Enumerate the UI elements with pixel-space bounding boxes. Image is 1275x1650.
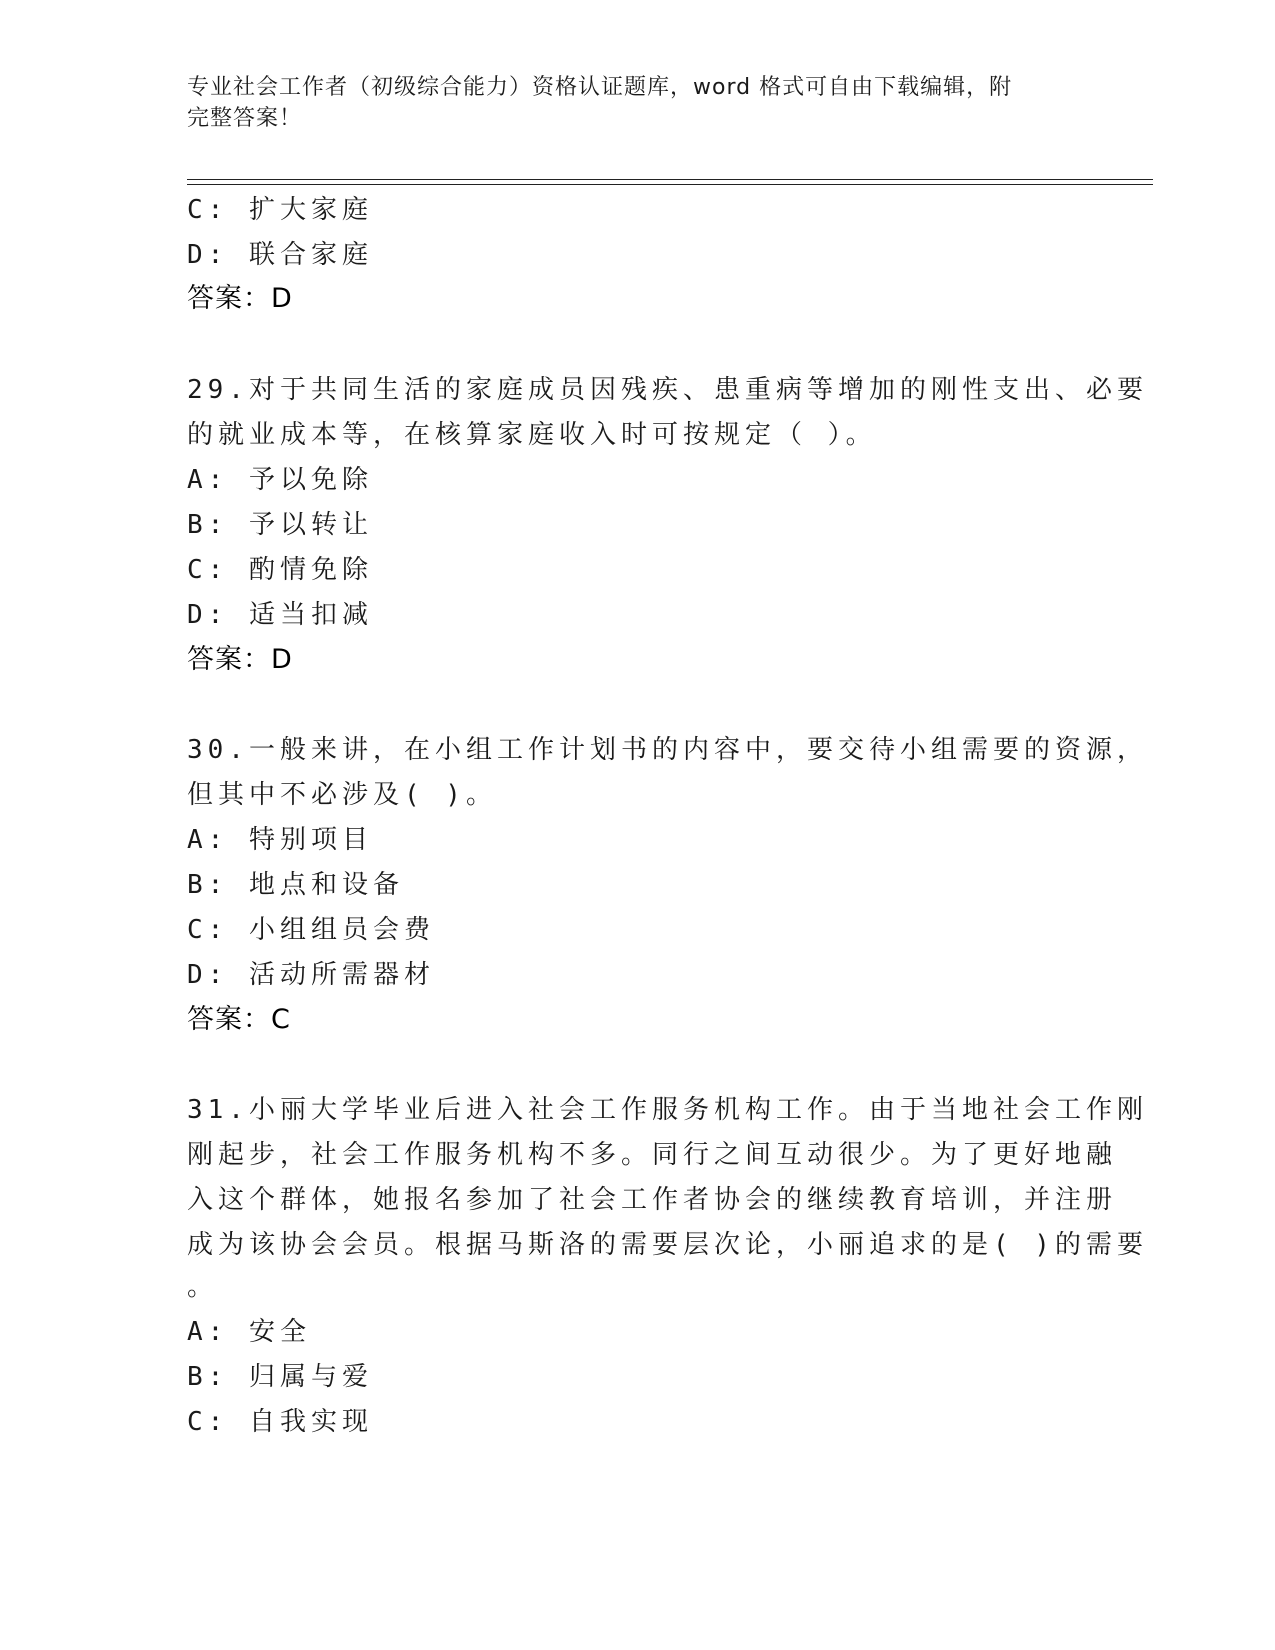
q29-option-c: C: 酌情免除 bbox=[187, 555, 373, 585]
q28-answer: 答案：D bbox=[187, 283, 293, 314]
q31-stem-line-5: 。 bbox=[187, 1272, 219, 1302]
header-line-2: 完整答案！ bbox=[187, 106, 303, 131]
q29-option-a: A: 予以免除 bbox=[187, 465, 373, 495]
q30-option-a: A: 特别项目 bbox=[187, 825, 373, 855]
q31-stem-line-1: 31.小丽大学毕业后进入社会工作服务机构工作。由于当地社会工作刚 bbox=[187, 1095, 1148, 1125]
q31-option-a: A: 安全 bbox=[187, 1317, 311, 1347]
q29-option-b: B: 予以转让 bbox=[187, 510, 373, 540]
q30-option-c: C: 小组组员会费 bbox=[187, 915, 435, 945]
q30-option-b: B: 地点和设备 bbox=[187, 870, 404, 900]
q28-option-d: D: 联合家庭 bbox=[187, 240, 373, 270]
q30-stem-line-1: 30.一般来讲，在小组工作计划书的内容中，要交待小组需要的资源， bbox=[187, 735, 1148, 765]
q31-stem-line-4: 成为该协会会员。根据马斯洛的需要层次论，小丽追求的是( )的需要 bbox=[187, 1230, 1148, 1260]
q29-answer: 答案：D bbox=[187, 644, 293, 675]
header-rule-top bbox=[187, 179, 1153, 180]
q29-stem-line-2: 的就业成本等，在核算家庭收入时可按规定（ ）。 bbox=[187, 420, 877, 450]
q30-stem-line-2: 但其中不必涉及( )。 bbox=[187, 780, 497, 810]
header-rule-bottom bbox=[187, 184, 1153, 185]
q31-option-b: B: 归属与爱 bbox=[187, 1362, 373, 1392]
q29-option-d: D: 适当扣减 bbox=[187, 600, 373, 630]
q31-stem-line-2: 刚起步，社会工作服务机构不多。同行之间互动很少。为了更好地融 bbox=[187, 1140, 1118, 1170]
q31-option-c: C: 自我实现 bbox=[187, 1407, 373, 1437]
q28-option-c: C: 扩大家庭 bbox=[187, 195, 373, 225]
q30-option-d: D: 活动所需器材 bbox=[187, 960, 435, 990]
q30-answer: 答案：C bbox=[187, 1004, 291, 1035]
q29-stem-line-1: 29.对于共同生活的家庭成员因残疾、患重病等增加的刚性支出、必要 bbox=[187, 375, 1148, 405]
header-line-1: 专业社会工作者（初级综合能力）资格认证题库，word 格式可自由下载编辑，附 bbox=[187, 75, 1013, 100]
document-header bbox=[187, 72, 1067, 134]
q31-stem-line-3: 入这个群体，她报名参加了社会工作者协会的继续教育培训，并注册 bbox=[187, 1185, 1118, 1215]
